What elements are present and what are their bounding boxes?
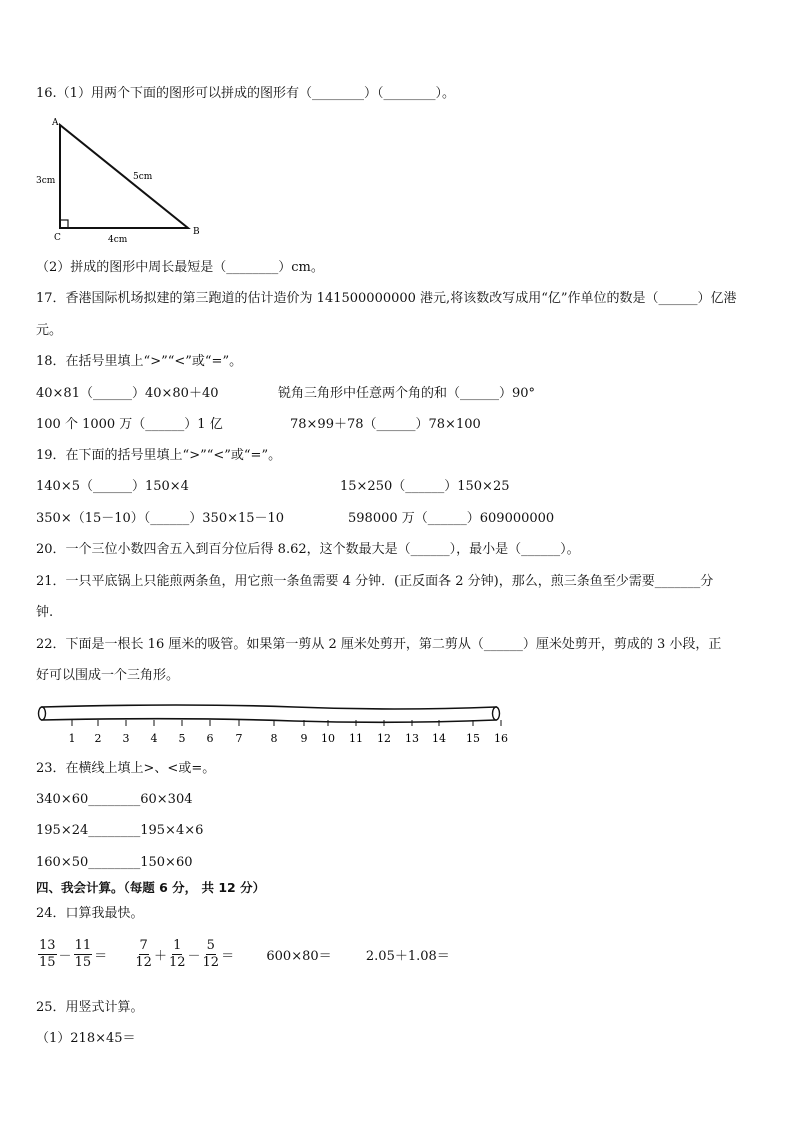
vertex-c-label: C [54, 233, 61, 243]
equals-sign: ＝ [94, 949, 108, 964]
ruler-label: 6 [206, 732, 214, 745]
q19-b: 15×250（______）150×25 [340, 479, 510, 494]
q20-line1: 20．一个三位小数四舍五入到百分位后得 8.62，这个数最大是（______），最小是（______）。 [36, 542, 580, 557]
ruler-label: 4 [150, 732, 158, 745]
q25-a: （1）218×45＝ [36, 1031, 136, 1046]
minus-sign: － [187, 949, 201, 964]
q18-d: 78×99＋78（______）78×100 [290, 417, 481, 432]
section-4-title: 四、我会计算。（每题 6 分， 共 12 分） [36, 880, 266, 895]
q23-a: 340×60________60×304 [36, 792, 193, 807]
q17-line2: 元。 [36, 323, 63, 338]
fraction-5-12: $\frac{5}{12}$ [202, 938, 220, 970]
q19-title: 19．在下面的括号里填上“>”“<”或“=”。 [36, 448, 282, 463]
q21-line1: 21．一只平底锅上只能煎两条鱼，用它煎一条鱼需要 4 分钟．(正反面各 2 分钟)，那么，煎三条鱼至少需要_______分 [36, 574, 714, 589]
equals-sign: ＝ [221, 949, 235, 964]
q18-a: 40×81（______）40×80＋40 [36, 386, 219, 401]
ruler-label: 13 [405, 732, 419, 745]
q24-expressions [38, 938, 452, 971]
fraction-13-15: $\frac{13}{15}$ [39, 938, 56, 970]
q24-expr-3: 600×80＝ [266, 949, 332, 964]
q23-b: 195×24________195×4×6 [36, 823, 204, 838]
ruler-label: 12 [377, 732, 391, 745]
ruler-label: 16 [494, 732, 508, 745]
q24-expr-4: 2.05＋1.08＝ [365, 949, 450, 964]
q21-line2: 钟. [36, 605, 54, 620]
minus-sign: － [58, 949, 72, 964]
q24-title: 24．口算我最快。 [36, 906, 144, 921]
fraction-7-12: $\frac{7}{12}$ [135, 938, 152, 970]
q25-title: 25．用竖式计算。 [36, 1000, 144, 1015]
q18-b: 锐角三角形中任意两个角的和（______）90° [278, 386, 536, 401]
q23-c: 160×50________150×60 [36, 855, 193, 870]
q22-line2: 好可以围成一个三角形。 [36, 668, 180, 683]
ruler-label: 14 [432, 732, 446, 745]
ruler-label: 15 [466, 732, 480, 745]
q19-a: 140×5（______）150×4 [36, 479, 189, 494]
q17-line1: 17．香港国际机场拟建的第三跑道的估计造价为 141500000000 港元,将该数改写成用“亿”作单位的数是（______）亿港 [36, 291, 737, 306]
q19-c: 350×（15－10）（______）350×15－10 [36, 511, 285, 526]
straw-ruler-figure [34, 700, 514, 748]
fraction-1-12: $\frac{1}{12}$ [168, 938, 186, 970]
q19-d: 598000 万（______）609000000 [348, 511, 555, 526]
ruler-label: 10 [321, 732, 335, 745]
plus-sign: ＋ [153, 949, 167, 964]
ruler-label: 11 [349, 732, 363, 745]
ruler-label: 8 [270, 732, 278, 745]
q18-c: 100 个 1000 万（______）1 亿 [36, 417, 223, 432]
side-ac-label: 3cm [36, 176, 56, 186]
ruler-label: 7 [235, 732, 243, 745]
q16-line2: （2）拼成的图形中周长最短是（________）cm。 [36, 260, 324, 275]
q23-title: 23．在横线上填上>、<或=。 [36, 761, 216, 776]
q18-title: 18．在括号里填上“>”“<”或“=”。 [36, 354, 243, 369]
side-cb-label: 4cm [108, 235, 128, 245]
ruler-label: 2 [94, 732, 102, 745]
q16-line1: 16.（1）用两个下面的图形可以拼成的图形有（________）（________）。 [36, 86, 455, 101]
ruler-label: 1 [68, 732, 76, 745]
ruler-label: 5 [178, 732, 186, 745]
vertex-b-label: B [193, 227, 200, 237]
ruler-label: 9 [300, 732, 308, 745]
side-ab-label: 5cm [133, 172, 153, 182]
q16-triangle-figure [30, 113, 220, 248]
fraction-11-15: $\frac{11}{15}$ [74, 938, 92, 970]
vertex-a-label: A [52, 118, 59, 128]
q22-line1: 22．下面是一根长 16 厘米的吸管。如果第一剪从 2 厘米处剪开，第二剪从（______）厘米处剪开，剪成的 3 小段，正 [36, 637, 722, 652]
ruler-label: 3 [122, 732, 130, 745]
